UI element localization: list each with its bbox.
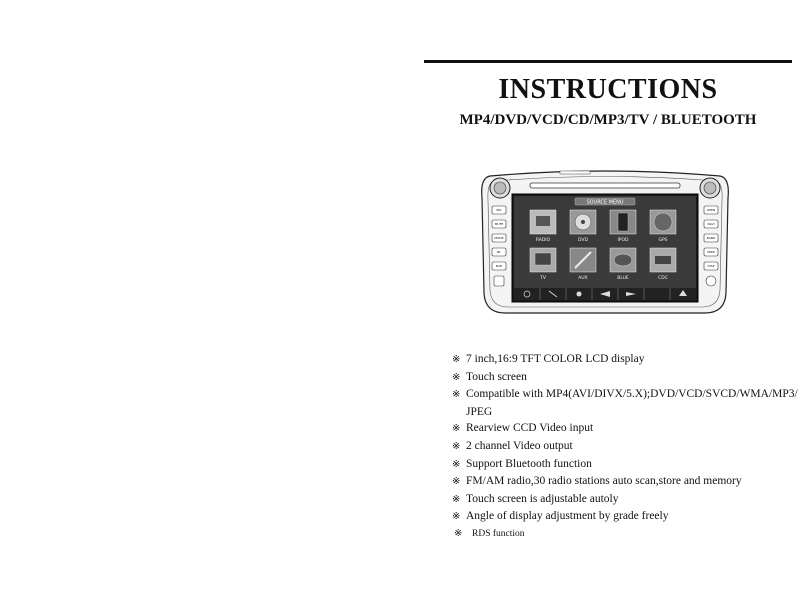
- feature-text: Support Bluetooth function: [466, 457, 592, 470]
- reference-mark: ※: [452, 389, 461, 401]
- tile-label: RADIO: [535, 238, 551, 243]
- reference-mark: ※: [452, 423, 461, 435]
- right-button-label: BAND: [706, 236, 716, 240]
- left-button-label: MODE: [494, 236, 504, 240]
- reference-mark: ※: [452, 476, 461, 488]
- left-button-label: MAP: [495, 264, 503, 268]
- reference-mark: ※: [452, 458, 461, 470]
- left-button-label: BL: [497, 250, 501, 254]
- feature-text: JPEG: [466, 405, 493, 418]
- feature-list: [452, 351, 802, 543]
- feature-item: [452, 438, 802, 456]
- tile-label: DVD: [578, 238, 588, 243]
- feature-text: 7 inch,16:9 TFT COLOR LCD display: [466, 353, 645, 365]
- reference-mark: ※: [452, 493, 461, 505]
- top-rule: [424, 60, 792, 63]
- tile-label: IPOD: [617, 238, 629, 243]
- tile-label: CDC: [658, 276, 668, 281]
- reference-mark: ※: [452, 371, 461, 383]
- feature-text: Angle of display adjustment by grade freely: [466, 510, 669, 523]
- reference-mark: ※: [452, 440, 461, 452]
- feature-item: [452, 386, 802, 404]
- feature-item: [452, 369, 802, 387]
- tile-label: TV: [540, 276, 546, 281]
- feature-text: Touch screen: [466, 370, 527, 383]
- right-button-label: DISP: [707, 264, 715, 268]
- feature-item: [452, 508, 802, 526]
- right-button-label: NAVI: [707, 222, 715, 226]
- feature-item: [452, 420, 802, 438]
- left-button-label: MUTE: [494, 222, 504, 226]
- feature-item: [452, 491, 802, 509]
- car-dvd-unit-illustration: [480, 168, 730, 318]
- feature-text: Touch screen is adjustable autoly: [466, 492, 619, 505]
- feature-text: RDS function: [472, 528, 525, 539]
- feature-text: Rearview CCD Video input: [466, 422, 594, 435]
- feature-item: [452, 456, 802, 474]
- reference-mark: ※: [452, 354, 461, 365]
- right-button-label: OPEN: [706, 208, 716, 212]
- feature-item: [452, 351, 802, 369]
- feature-item: [452, 526, 802, 543]
- brightness-icon: [577, 292, 582, 297]
- feature-text: 2 channel Video output: [466, 439, 573, 452]
- feature-item: [452, 473, 802, 491]
- bottom-control-bar: [514, 288, 696, 300]
- menu-title: SOURCE MENU: [586, 199, 624, 206]
- feature-text: FM/AM radio,30 radio stations auto scan,store and memory: [466, 475, 742, 488]
- tile-label: GPS: [658, 238, 668, 243]
- reference-mark: ※: [452, 511, 461, 523]
- reference-mark: ※: [454, 527, 463, 539]
- tile-label: AUX: [578, 276, 588, 281]
- right-button-label: SEEK: [707, 250, 715, 254]
- page-title: INSTRUCTIONS: [498, 74, 718, 105]
- tile-label: BLUE: [617, 276, 629, 281]
- feature-item-continuation: [452, 404, 802, 421]
- left-button-label: SEL: [496, 208, 502, 212]
- page-subtitle: MP4/DVD/VCD/CD/MP3/TV / BLUETOOTH: [459, 112, 757, 128]
- feature-text: Compatible with MP4(AVI/DIVX/5.X);DVD/VCD/SVCD/WMA/MP3/: [466, 388, 798, 401]
- disc-slot: [530, 183, 680, 188]
